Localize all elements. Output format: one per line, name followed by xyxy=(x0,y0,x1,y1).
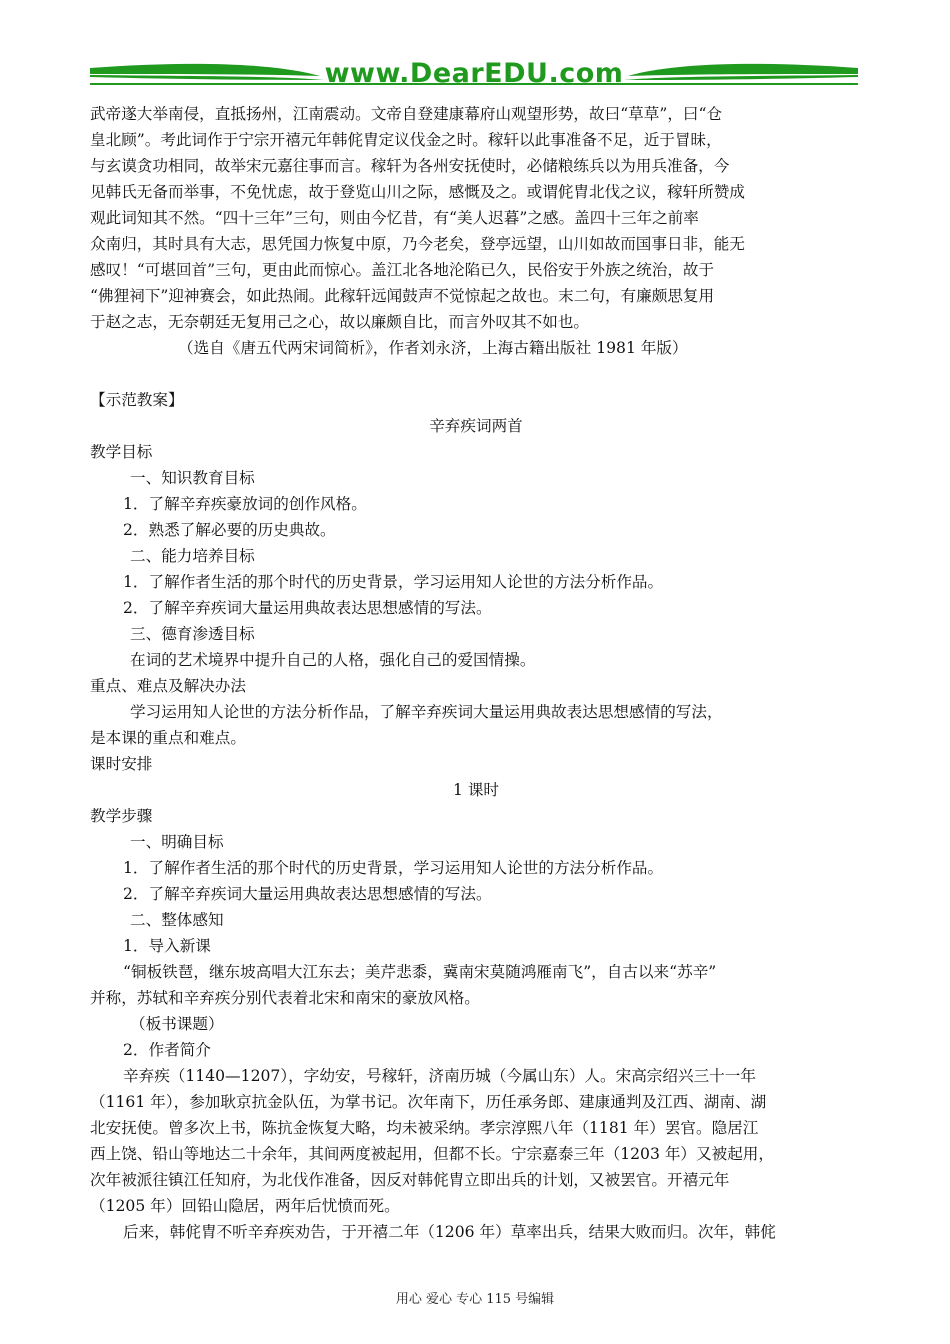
list-item: 1．了解作者生活的那个时代的历史背景，学习运用知人论世的方法分析作品。 xyxy=(123,573,664,591)
step1-heading: 一、明确目标 xyxy=(130,833,224,851)
text-line: （1161 年），参加耿京抗金队伍，为掌书记。次年南下，历任承务郎、建康通判及江西、湖南、湖 xyxy=(90,1093,767,1111)
list-item: 2．了解辛弃疾词大量运用典故表达思想感情的写法。 xyxy=(123,885,492,903)
text-line: 学习运用知人论世的方法分析作品，了解辛弃疾词大量运用典故表达思想感情的写法， xyxy=(130,703,723,721)
text-line: 观此词知其不然。“四十三年”三句，则由今忆昔，有“美人迟暮”之感。盖四十三年之前率 xyxy=(90,209,699,227)
step2-heading: 二、整体感知 xyxy=(130,911,224,929)
text-line: 武帝遂大举南侵，直抵扬州，江南震动。文帝自登建康幕府山观望形势，故曰“草草”，曰“仓 xyxy=(90,105,723,123)
list-item: 1．了解辛弃疾豪放词的创作风格。 xyxy=(123,495,367,513)
text-line: 于赵之志，无奈朝廷无复用己之心，故以廉颇自比，而言外叹其不如也。 xyxy=(90,313,590,331)
text-line: 后来，韩侂胄不听辛弃疾劝告，于开禧二年（1206 年）草率出兵，结果大败而归。次年，韩侂 xyxy=(123,1223,776,1241)
steps-heading: 教学步骤 xyxy=(90,807,153,825)
page-footer: 用心 爱心 专心 115 号编辑 xyxy=(395,1292,555,1307)
lesson-title: 辛弃疾词两首 xyxy=(429,417,523,435)
text-line: 西上饶、铅山等地达二十余年，其间两度被起用，但都不长。宁宗嘉泰三年（1203 年）又被起用， xyxy=(90,1145,774,1163)
author-heading: 2．作者简介 xyxy=(123,1041,211,1059)
schedule-heading: 课时安排 xyxy=(90,755,153,773)
site-banner xyxy=(88,54,860,98)
text-line: 并称，苏轼和辛弃疾分别代表着北宋和南宋的豪放风格。 xyxy=(90,989,480,1007)
text-line: “佛狸祠下”迎神赛会，如此热闹。此稼轩远闻鼓声不觉惊起之故也。末二句，有廉颇思复用 xyxy=(90,287,715,305)
main-content xyxy=(90,101,862,1245)
text-line: 众南归，其时具有大志，思凭国力恢复中原，乃今老矣，登亭远望，山川如故而国事日非，能无 xyxy=(90,235,745,253)
text-line: （1205 年）回铅山隐居，两年后忧愤而死。 xyxy=(90,1197,400,1215)
section-label: 【示范教案】 xyxy=(90,391,184,409)
board-note: （板书课题） xyxy=(130,1015,224,1033)
keypoints-heading: 重点、难点及解决办法 xyxy=(90,677,246,695)
text-line: 北安抚使。曾多次上书，陈抗金恢复大略，均未被采纳。孝宗淳熙八年（1181 年）罢官。隐居江 xyxy=(90,1119,759,1137)
intro-heading: 1．导入新课 xyxy=(123,937,211,955)
goal1-heading: 一、知识教育目标 xyxy=(130,469,255,487)
text-line: 与玄谟贪功相同，故举宋元嘉往事而言。稼轩为各州安抚使时，必储粮练兵以为用兵准备，今 xyxy=(90,157,730,175)
goal3-text: 在词的艺术境界中提升自己的人格，强化自己的爱国情操。 xyxy=(130,651,536,669)
text-line: 辛弃疾（1140—1207），字幼安，号稼轩，济南历城（今属山东）人。宋高宗绍兴三十一年 xyxy=(123,1067,756,1085)
text-line: 皇北顾”。考此词作于宁宗开禧元年韩侂胄定议伐金之时。稼轩以此事准备不足，近于冒昧， xyxy=(90,131,722,149)
goals-heading: 教学目标 xyxy=(90,443,153,461)
list-item: 1．了解作者生活的那个时代的历史背景，学习运用知人论世的方法分析作品。 xyxy=(123,859,664,877)
goal3-heading: 三、德育渗透目标 xyxy=(130,625,255,643)
citation: （选自《唐五代两宋词简析》，作者刘永济，上海古籍出版社 1981 年版） xyxy=(178,339,688,357)
text-line: 是本课的重点和难点。 xyxy=(90,729,246,747)
site-logo-text[interactable]: www.DearEDU.com xyxy=(324,58,624,89)
text-line: 感叹！“可堪回首”三句，更由此而惊心。盖江北各地沦陷已久，民俗安于外族之统治，故于 xyxy=(90,261,715,279)
schedule-value: 1 课时 xyxy=(452,781,500,799)
list-item: 2．熟悉了解必要的历史典故。 xyxy=(123,521,336,539)
text-line: “铜板铁琶，继东坡高唱大江东去；美芹悲黍，冀南宋莫随鸿雁南飞”，自古以来“苏辛” xyxy=(123,963,717,981)
text-line: 见韩氏无备而举事，不免忧虑，故于登览山川之际，感慨及之。或谓侂胄北伐之议，稼轩所赞成 xyxy=(90,183,745,201)
text-line: 次年被派往镇江任知府，为北伐作准备，因反对韩侂胄立即出兵的计划，又被罢官。开禧元年 xyxy=(90,1171,730,1189)
goal2-heading: 二、能力培养目标 xyxy=(130,547,255,565)
list-item: 2．了解辛弃疾词大量运用典故表达思想感情的写法。 xyxy=(123,599,492,617)
